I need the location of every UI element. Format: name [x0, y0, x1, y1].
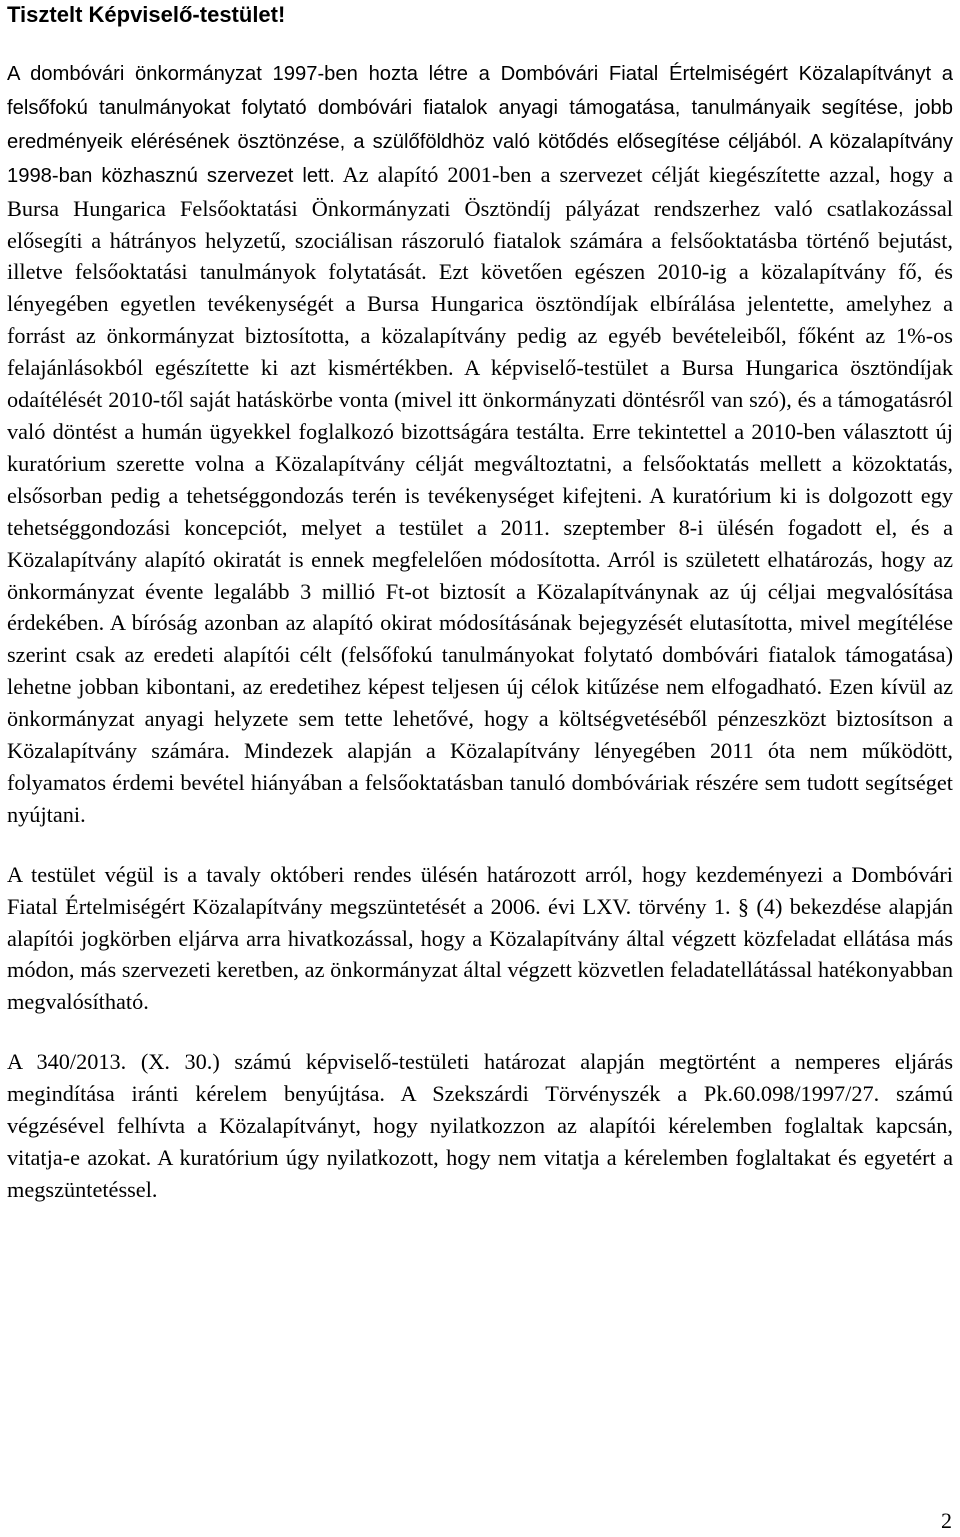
paragraph-foundation-history — [7, 57, 953, 831]
paragraph-dissolution-initiative: A testület végül is a tavaly októberi rendes ülésén határozott arról, hogy kezdeményezi a Dombóvári Fiatal Értelmiségért Közalapítvány megszüntetését a 2006. évi LXV. törvény 1. § (4) bekezdése alapján alapítói jogkörben eljárva arra hivatkozással, hogy a Közalapítvány által végzett közfeladat ellátása más módon, más szervezeti keretben, az önkormányzat által végzett közvetlen feladatellátással hatékonyabban megvalósítható. — [7, 861, 953, 1015]
paragraph-foundation-history-intro: A dombóvári önkormányzat 1997-ben hozta létre a Dombóvári Fiatal Értelmiségért Közalapítványt a felsőfokú tanulmányokat folytató dombóvári fiatalok anyagi támogatása, tanulmányaik segítése, jobb eredményeik elérésének ösztönzése, a szülőföldhöz való kötődés elősegítése céljából. A közalapítvány 1998-ban közhasznú szervezet lett. — [7, 63, 953, 187]
paragraph-court-procedure: A 340/2013. (X. 30.) számú képviselő-testületi határozat alapján megtörtént a nemperes eljárás megindítása iránti kérelem benyújtása. A Szekszárdi Törvényszék a Pk.60.098/1997/27. számú végzésével felhívta a Közalapítványt, hogy nyilatkozzon az alapítói kérelemben foglaltak kapcsán, vitatja-e azokat. A kuratórium úgy nyilatkozott, hogy nem vitatja a kérelemben foglaltakat és egyetért a megszüntetéssel. — [7, 1049, 953, 1202]
document-page — [7, 0, 953, 1206]
document-heading: Tisztelt Képviselő-testület! — [7, 2, 286, 27]
page-number: 2 — [941, 1508, 952, 1533]
paragraph-foundation-history-body: Az alapító 2001-ben a szervezet célját kiegészítette azzal, hogy a Bursa Hungarica Felsőoktatási Önkormányzati Ösztöndíj pályázat rendszerhez való csatlakozással elősegíti a hátrányos helyzetű, szociálisan rászoruló fiatalok számára a felsőoktatásba történő bejutást, illetve felsőoktatási tanulmányok folytatását. Ezt követően egészen 2010-ig a közalapítvány fő, és lényegében egyetlen tevékenységét a Bursa Hungarica ösztöndíjak elbírálása jelentette, amelyhez a forrást az önkormányzat biztosította, a közalapítvány pedig az egyéb bevételeiből, főként az 1%-os felajánlásokból egészítette ki azt kismértékben. A képviselő-testület a Bursa Hungarica ösztöndíjak odaítélését 2010-től saját hatáskörbe vonta (mivel itt önkormányzati döntésről van szó), és a támogatásról való döntést a humán ügyekkel foglalkozó bizottságára testálta. Erre tekintettel a 2010-ben választott új kuratórium szerette volna a Közalapítvány célját megváltoztatni, a felsőoktatás mellett a közoktatás, elsősorban pedig a tehetséggondozás terén is tevékenységet kifejteni. A kuratórium ki is dolgozott egy tehetséggondozási koncepciót, melyet a testület a 2011. szeptember 8-i ülésén fogadott el, és a Közalapítvány alapító okiratát is ennek megfelelően módosította. Arról is született elhatározás, hogy az önkormányzat évente legalább 3 millió Ft-ot biztosít a Közalapítványnak az új céljai megvalósítása érdekében. A bíróság azonban az alapító okirat módosításának bejegyzését elutasította, mivel megítélése szerint csak az eredeti alapítói célt (felsőfokú tanulmányokat folytató dombóvári fiatalok támogatása) lehetne jobban kibontani, az eredetihez képest teljesen új célok kitűzése nem elfogadható. Ezen kívül az önkormányzat anyagi helyzete sem tette lehetővé, hogy a költségvetéséből pénzeszközt biztosítson a Közalapítvány számára. Mindezek alapján a Közalapítvány lényegében 2011 óta nem működött, folyamatos érdemi bevétel hiányában a felsőoktatásban tanuló dombóváriak részére sem tudott segítséget nyújtani. — [7, 161, 953, 827]
